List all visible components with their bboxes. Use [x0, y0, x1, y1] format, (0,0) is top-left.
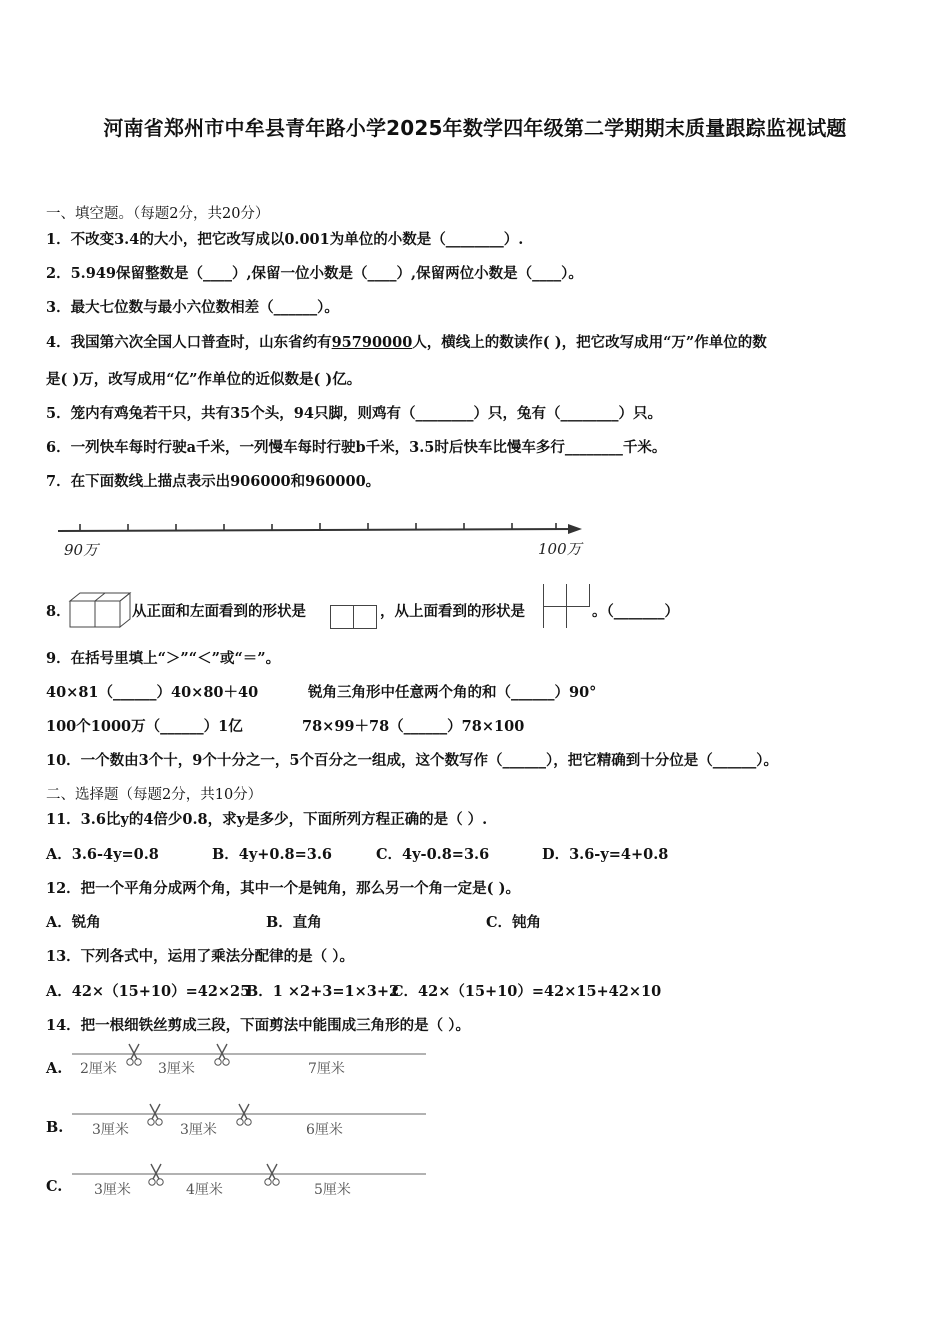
numberline-left-label: 90万 [64, 541, 99, 559]
number-line [50, 512, 610, 572]
page-title: 河南省郑州市中牟县青年路小学2025年数学四年级第二学期期末质量跟踪监视试题 [103, 116, 847, 140]
segment-label: 4厘米 [186, 1182, 223, 1198]
q14-option-c-label: C. [46, 1178, 63, 1195]
q12-option-c: C．钝角 [486, 914, 542, 931]
segment-label: 6厘米 [306, 1122, 343, 1138]
cube-figure [68, 591, 130, 629]
q11-option-b: B．4y+0.8=3.6 [212, 846, 333, 863]
question-12: 12．把一个平角分成两个角，其中一个是钝角，那么另一个角一定是( )。 [46, 880, 520, 897]
q9-row1-right: 锐角三角形中任意两个角的和（______）90° [308, 684, 597, 701]
question-11: 11．3.6比y的4倍少0.8，求y是多少，下面所列方程正确的是（ ）. [46, 811, 488, 828]
q4-number: 95790000 [331, 334, 413, 351]
segment-label: 2厘米 [80, 1061, 117, 1077]
question-3: 3．最大七位数与最小六位数相差（______）。 [46, 299, 339, 316]
q11-option-d: D．3.6-y=4+0.8 [542, 846, 669, 863]
section-heading-fill: 一、填空题。（每题2分，共20分） [46, 206, 270, 222]
question-4 [46, 331, 767, 352]
q13-option-c: C．42×（15+10）=42×15+42×10 [392, 983, 662, 1000]
q14-option-a-label: A. [46, 1060, 63, 1077]
q14-option-c-wire [72, 1164, 432, 1204]
q9-row1-left: 40×81（______）40×80＋40 [46, 684, 259, 701]
numberline-right-label: 100万 [538, 540, 582, 558]
segment-label: 3厘米 [180, 1122, 217, 1138]
q14-option-b-wire [72, 1104, 432, 1144]
q4-text-b: 人，横线上的数读作( )，把它改写成用“万”作单位的数 [412, 334, 767, 351]
section-heading-choice: 二、选择题（每题2分，共10分） [46, 787, 263, 803]
question-10: 10．一个数由3个十，9个十分之一，5个百分之一组成，这个数写作（______），把它精确到十分位是（______）。 [46, 752, 778, 769]
question-5: 5．笼内有鸡兔若干只，共有35个头，94只脚，则鸡有（________）只，兔有（________）只。 [46, 405, 662, 422]
q11-option-a: A．3.6-4y=0.8 [46, 846, 159, 863]
q11-option-c: C．4y-0.8=3.6 [376, 846, 490, 863]
question-7: 7．在下面数线上描点表示出906000和960000。 [46, 473, 381, 490]
q9-row2-left: 100个1000万（______）1亿 [46, 718, 243, 735]
question-9: 9．在括号里填上“＞”“＜”或“＝”。 [46, 650, 281, 667]
top-view-shape [543, 584, 591, 630]
q8-text-b: ，从上面看到的形状是 [380, 603, 525, 620]
segment-label: 3厘米 [92, 1122, 129, 1138]
q13-option-b: B．1 ×2+3=1×3+2 [246, 983, 400, 1000]
question-1: 1．不改变3.4的大小，把它改写成以0.001为单位的小数是（________）. [46, 231, 524, 248]
q12-option-a: A．锐角 [46, 914, 101, 931]
question-4-line2: 是( )万，改写成用“亿”作单位的近似数是( )亿。 [46, 371, 362, 388]
q12-option-b: B．直角 [266, 914, 322, 931]
q13-option-a: A．42×（15+10）=42×25 [46, 983, 251, 1000]
question-8-number: 8． [46, 603, 71, 620]
q4-text-a: 4．我国第六次全国人口普查时，山东省约有 [46, 334, 332, 351]
front-view-shape [330, 605, 378, 631]
segment-label: 3厘米 [158, 1061, 195, 1077]
question-6: 6．一列快车每时行驶a千米，一列慢车每时行驶b千米，3.5时后快车比慢车多行________千米。 [46, 439, 667, 456]
q14-option-b-label: B. [46, 1119, 64, 1136]
question-13: 13．下列各式中，运用了乘法分配律的是（ ）。 [46, 948, 354, 965]
segment-label: 7厘米 [308, 1061, 345, 1077]
question-14: 14．把一根细铁丝剪成三段，下面剪法中能围成三角形的是（ ）。 [46, 1017, 470, 1034]
q8-text-c: 。（_______） [592, 603, 679, 620]
q14-option-a-wire [72, 1044, 432, 1084]
q9-row2-right: 78×99＋78（______）78×100 [302, 718, 525, 735]
segment-label: 5厘米 [314, 1182, 351, 1198]
question-2: 2．5.949保留整数是（____）,保留一位小数是（____）,保留两位小数是（____）。 [46, 265, 583, 282]
q8-text-a: 从正面和左面看到的形状是 [132, 603, 306, 620]
segment-label: 3厘米 [94, 1182, 131, 1198]
